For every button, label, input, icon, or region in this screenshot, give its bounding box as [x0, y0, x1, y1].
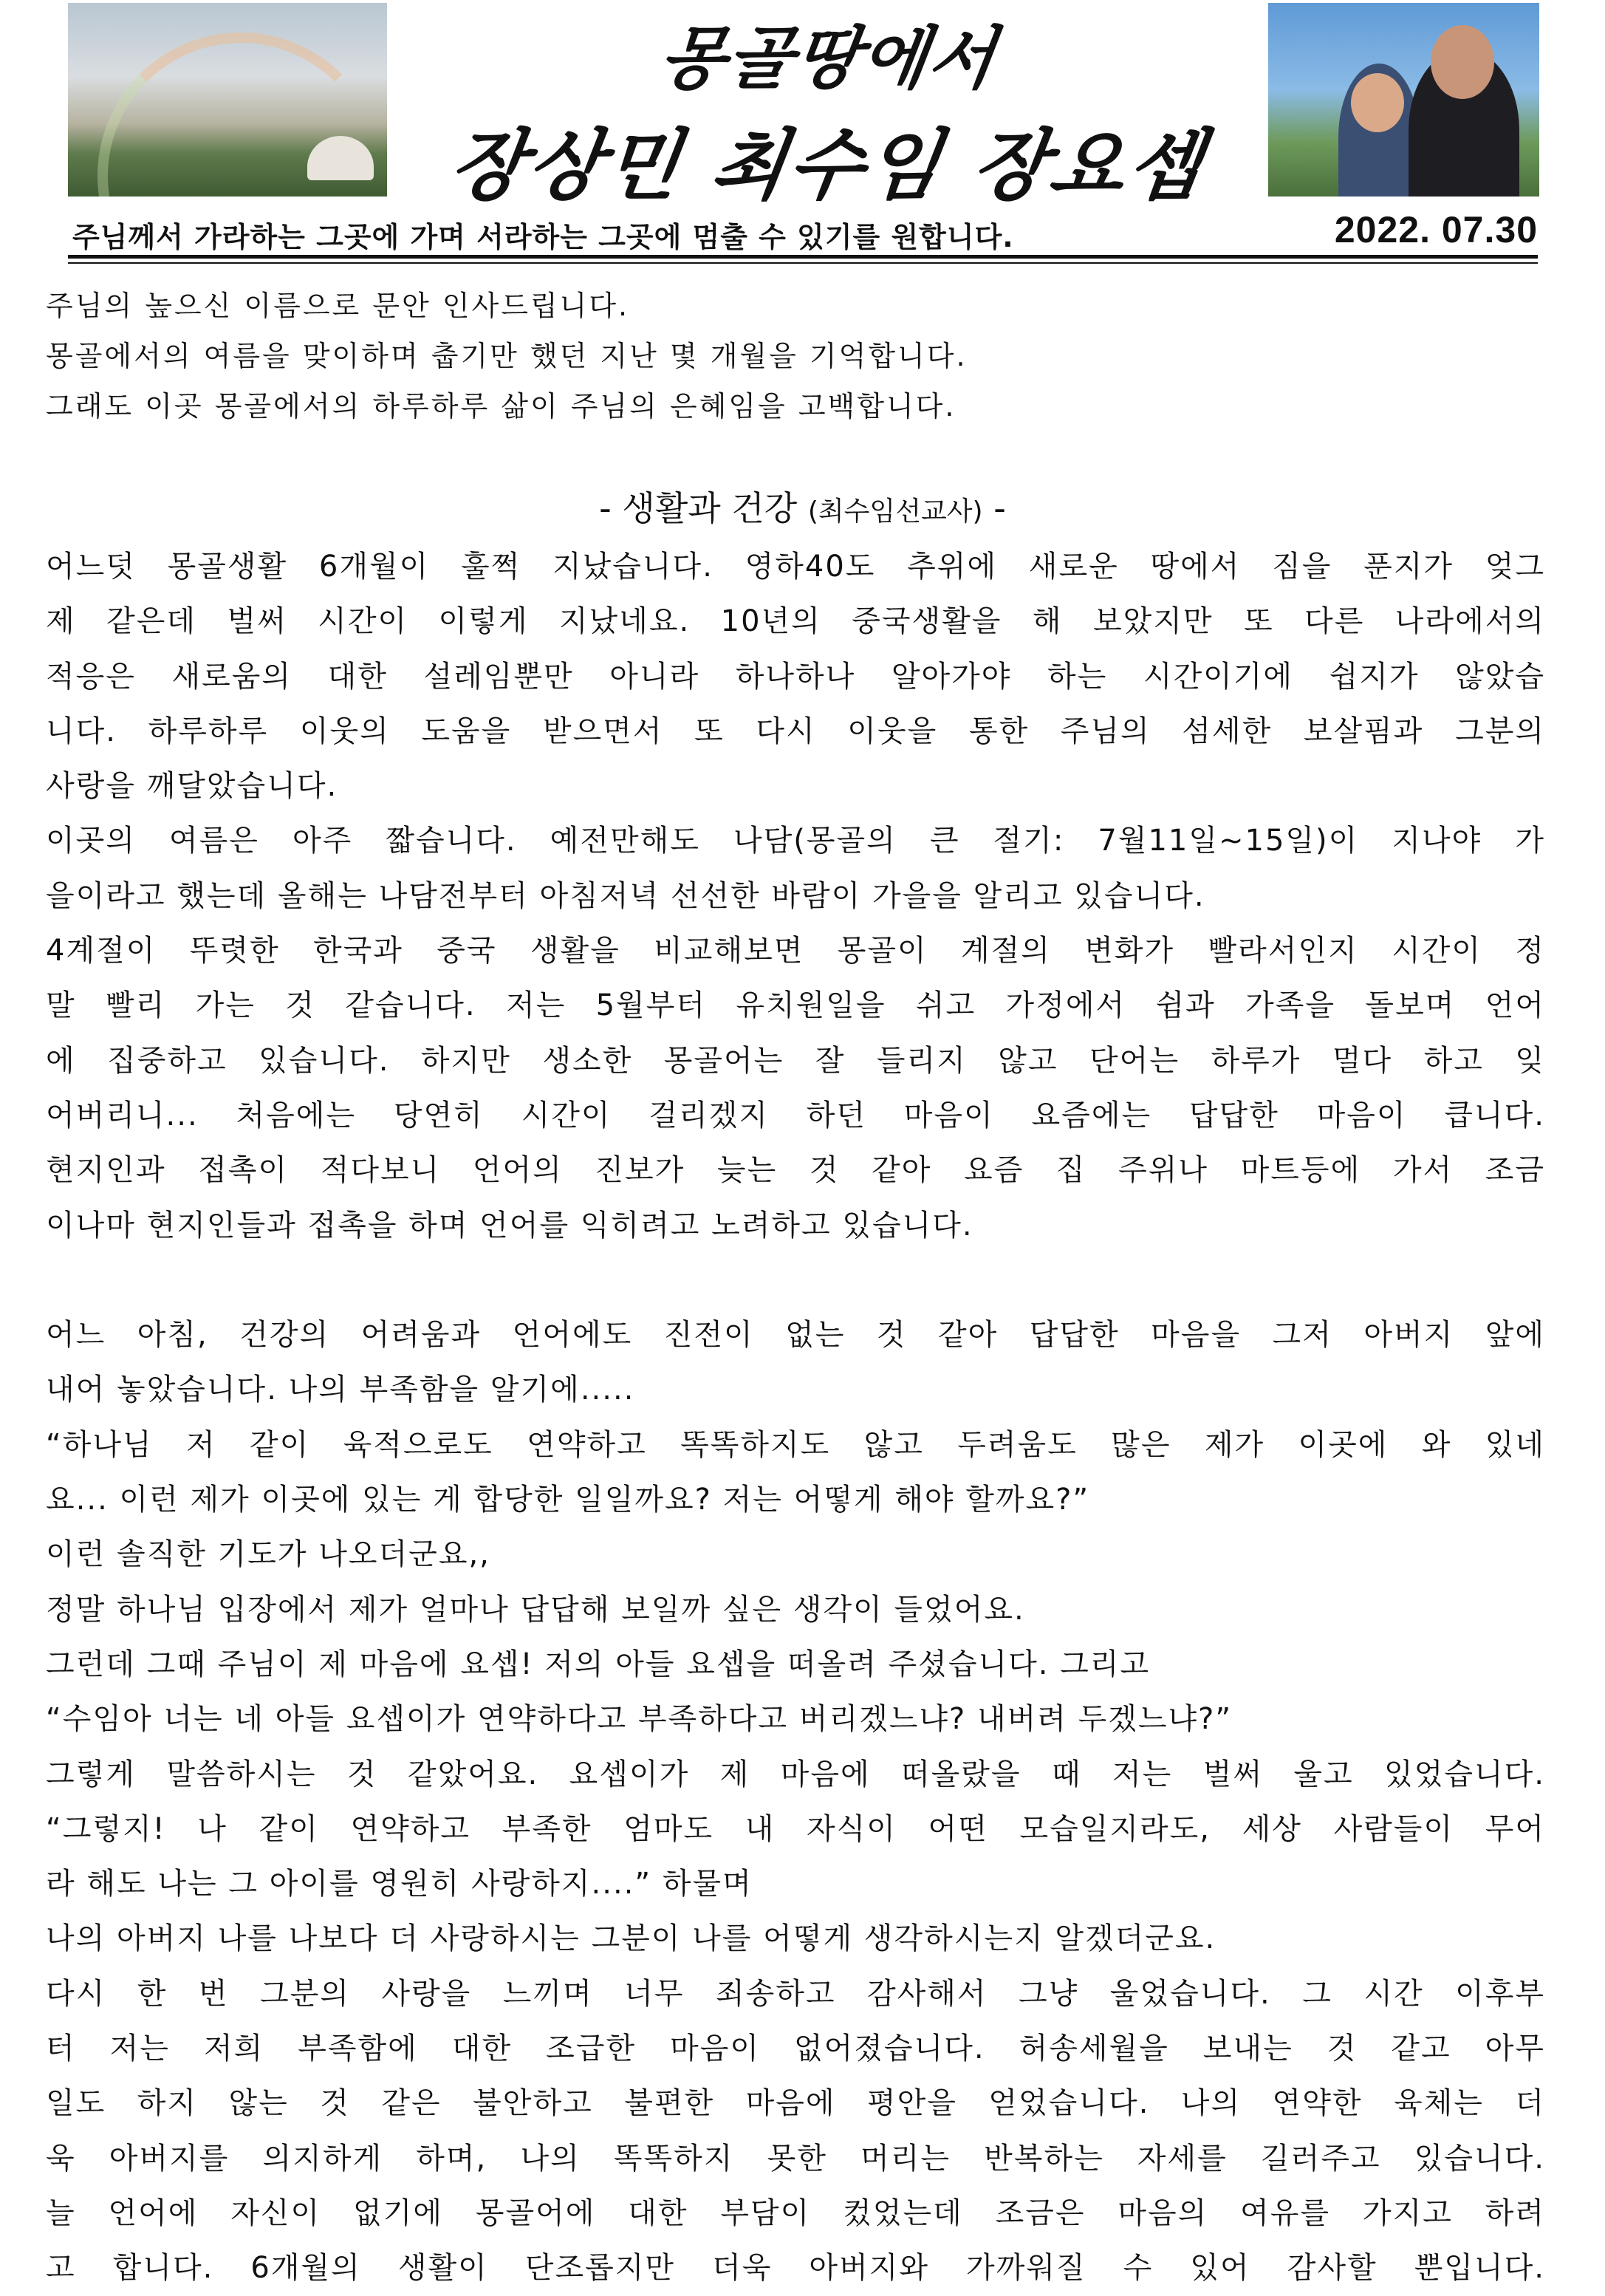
newsletter-header: [68, 0, 1545, 211]
body-line: 라 해도 나는 그 아이를 영원히 사랑하지....” 하물며: [46, 1867, 753, 1902]
body-line: 을이라고 했는데 올해는 나담전부터 아침저녁 선선한 바람이 가을을 알리고 있습니다.: [46, 878, 1205, 913]
body-line: “수임아 너는 네 아들 요셉이가 연약하다고 부족하다고 버리겠느냐? 내버려 두겠느냐?”: [46, 1702, 1233, 1737]
body-line: 그런데 그때 주님이 제 마음에 요셉! 저의 아들 요셉을 떠올려 주셨습니다. 그리고: [46, 1647, 1151, 1681]
motto-row: [68, 208, 1538, 253]
newsletter-title: [393, 0, 1265, 211]
body-line: 이런 솔직한 기도가 나오더군요,,: [46, 1537, 490, 1572]
header-rule-thick: [68, 255, 1538, 259]
greeting-line: 몽골에서의 여름을 맞이하며 춥기만 했던 지난 몇 개월을 기억합니다.: [46, 340, 968, 372]
body-line: 이나마 현지인들과 접촉을 하며 언어를 익히려고 노려하고 있습니다.: [46, 1208, 973, 1243]
body-line: 니다. 하루하루 이웃의 도움을 받으면서 또 다시 이웃을 통한 주님의 섬세한 보살핌과 그분의: [46, 714, 1545, 748]
body-line: “그렇지! 나 같이 연약하고 부족한 엄마도 내 자식이 어떤 모습일지라도, 세상 사람들이 무어: [46, 1811, 1545, 1846]
body-line: 나의 아버지 나를 나보다 더 사랑하시는 그분이 나를 어떻게 생각하시는지 알겠더군요.: [46, 1921, 1216, 1956]
family-photo: [1268, 3, 1539, 197]
body-line: 이곳의 여름은 아주 짧습니다. 예전만해도 나담(몽골의 큰 절기: 7월11일~15일)이 지나야 가: [46, 824, 1545, 858]
body-line: 늘 언어에 자신이 없기에 몽골어에 대한 부담이 컸었는데 조금은 마음의 여유를 가지고 하려: [46, 2196, 1545, 2230]
body-blank-line: [46, 1253, 1545, 1308]
section-title-end: -: [982, 488, 1006, 528]
body-line: 내어 놓았습니다. 나의 부족함을 알기에.....: [46, 1373, 635, 1407]
section-title-author: (최수임선교사): [807, 496, 983, 527]
body-line: 제 같은데 벌써 시간이 이렇게 지났네요. 10년의 중국생활을 해 보았지만 또 다른 나라에서의: [46, 604, 1545, 639]
header-rule-thin: [68, 262, 1538, 264]
body-line: “하나님 저 같이 육적으로도 연약하고 똑똑하지도 않고 두려움도 많은 제가 이곳에 와 있네: [46, 1427, 1545, 1462]
body-line: 터 저는 저희 부족함에 대한 조급한 마음이 없어졌습니다. 허송세월을 보내는 것 같고 아무: [46, 2032, 1545, 2066]
section-title-main: - 생활과 건강: [599, 488, 798, 528]
issue-date: 2022. 07.30: [1334, 209, 1538, 250]
body-line: 적응은 새로움의 대한 설레임뿐만 아니라 하나하나 알아가야 하는 시간이기에 쉽지가 않았습: [46, 659, 1545, 694]
body-line: 어느 아침, 건강의 어려움과 언어에도 진전이 없는 것 같아 답답한 마음을 그저 아버지 앞에: [46, 1318, 1545, 1353]
greeting-block: [46, 281, 1553, 431]
body-line: 사랑을 깨달았습니다.: [46, 769, 338, 804]
body-line: 4계절이 뚜렷한 한국과 중국 생활을 비교해보면 몽골이 계절의 변화가 빨라서인지 시간이 정: [46, 934, 1545, 968]
body-line: 말 빨리 가는 것 같습니다. 저는 5월부터 유치원일을 쉬고 가정에서 쉼과 가족을 돌보며 언어: [46, 988, 1545, 1023]
person-right-face: [1431, 25, 1494, 99]
body-line: 다시 한 번 그분의 사랑을 느끼며 너무 죄송하고 감사해서 그냥 울었습니다. 그 시간 이후부: [46, 1976, 1545, 2011]
body-line: 요... 이런 제가 이곳에 있는 게 합당한 일일까요? 저는 어떻게 해야 할까요?”: [46, 1483, 1090, 1517]
body-line: 일도 하지 않는 것 같은 불안하고 불편한 마음에 평안을 얻었습니다. 나의 연약한 육체는 더: [46, 2086, 1545, 2121]
body-line: 정말 하나님 입장에서 제가 얼마나 답답해 보일까 싶은 생각이 들었어요.: [46, 1592, 1025, 1627]
section-title: [0, 482, 1605, 530]
greeting-line: 주님의 높으신 이름으로 문안 인사드립니다.: [46, 290, 630, 322]
motto-text: 주님께서 가라하는 그곳에 가며 서라하는 그곳에 멈출 수 있기를 원합니다.: [72, 221, 1014, 253]
body-line: 그렇게 말씀하시는 것 같았어요. 요셉이가 제 마음에 떠올랐을 때 저는 벌써 울고 있었습니다.: [46, 1757, 1545, 1791]
rainbow-landscape-photo: [68, 3, 387, 197]
body-line: 어버리니... 처음에는 당연히 시간이 걸리겠지 하던 마음이 요즘에는 답답한 마음이 큽니다.: [46, 1098, 1545, 1132]
body-line: 어느덧 몽골생활 6개월이 훌쩍 지났습니다. 영하40도 추위에 새로운 땅에서 짐을 푼지가 엊그: [46, 550, 1545, 584]
body-line: 고 합니다. 6개월의 생활이 단조롭지만 더욱 아버지와 가까워질 수 있어 감사할 뿐입니다.: [46, 2251, 1545, 2286]
greeting-line: 그래도 이곳 몽골에서의 하루하루 삶이 주님의 은혜임을 고백합니다.: [46, 390, 957, 423]
person-left-face: [1351, 73, 1404, 132]
body-line: 욱 아버지를 의지하게 하며, 나의 똑똑하지 못한 머리는 반복하는 자세를 길러주고 있습니다.: [46, 2141, 1545, 2176]
body-line: 현지인과 접촉이 적다보니 언어의 진보가 늦는 것 같아 요즘 집 주위나 마트등에 가서 조금: [46, 1153, 1545, 1188]
article-body: [46, 539, 1545, 2296]
title-line-2: 장상민 최수임 장요셉: [444, 120, 1211, 211]
title-line-1: 몽골땅에서: [654, 19, 1002, 98]
body-line: 에 집중하고 있습니다. 하지만 생소한 몽골어는 잘 들리지 않고 단어는 하루가 멀다 하고 잊: [46, 1043, 1545, 1078]
